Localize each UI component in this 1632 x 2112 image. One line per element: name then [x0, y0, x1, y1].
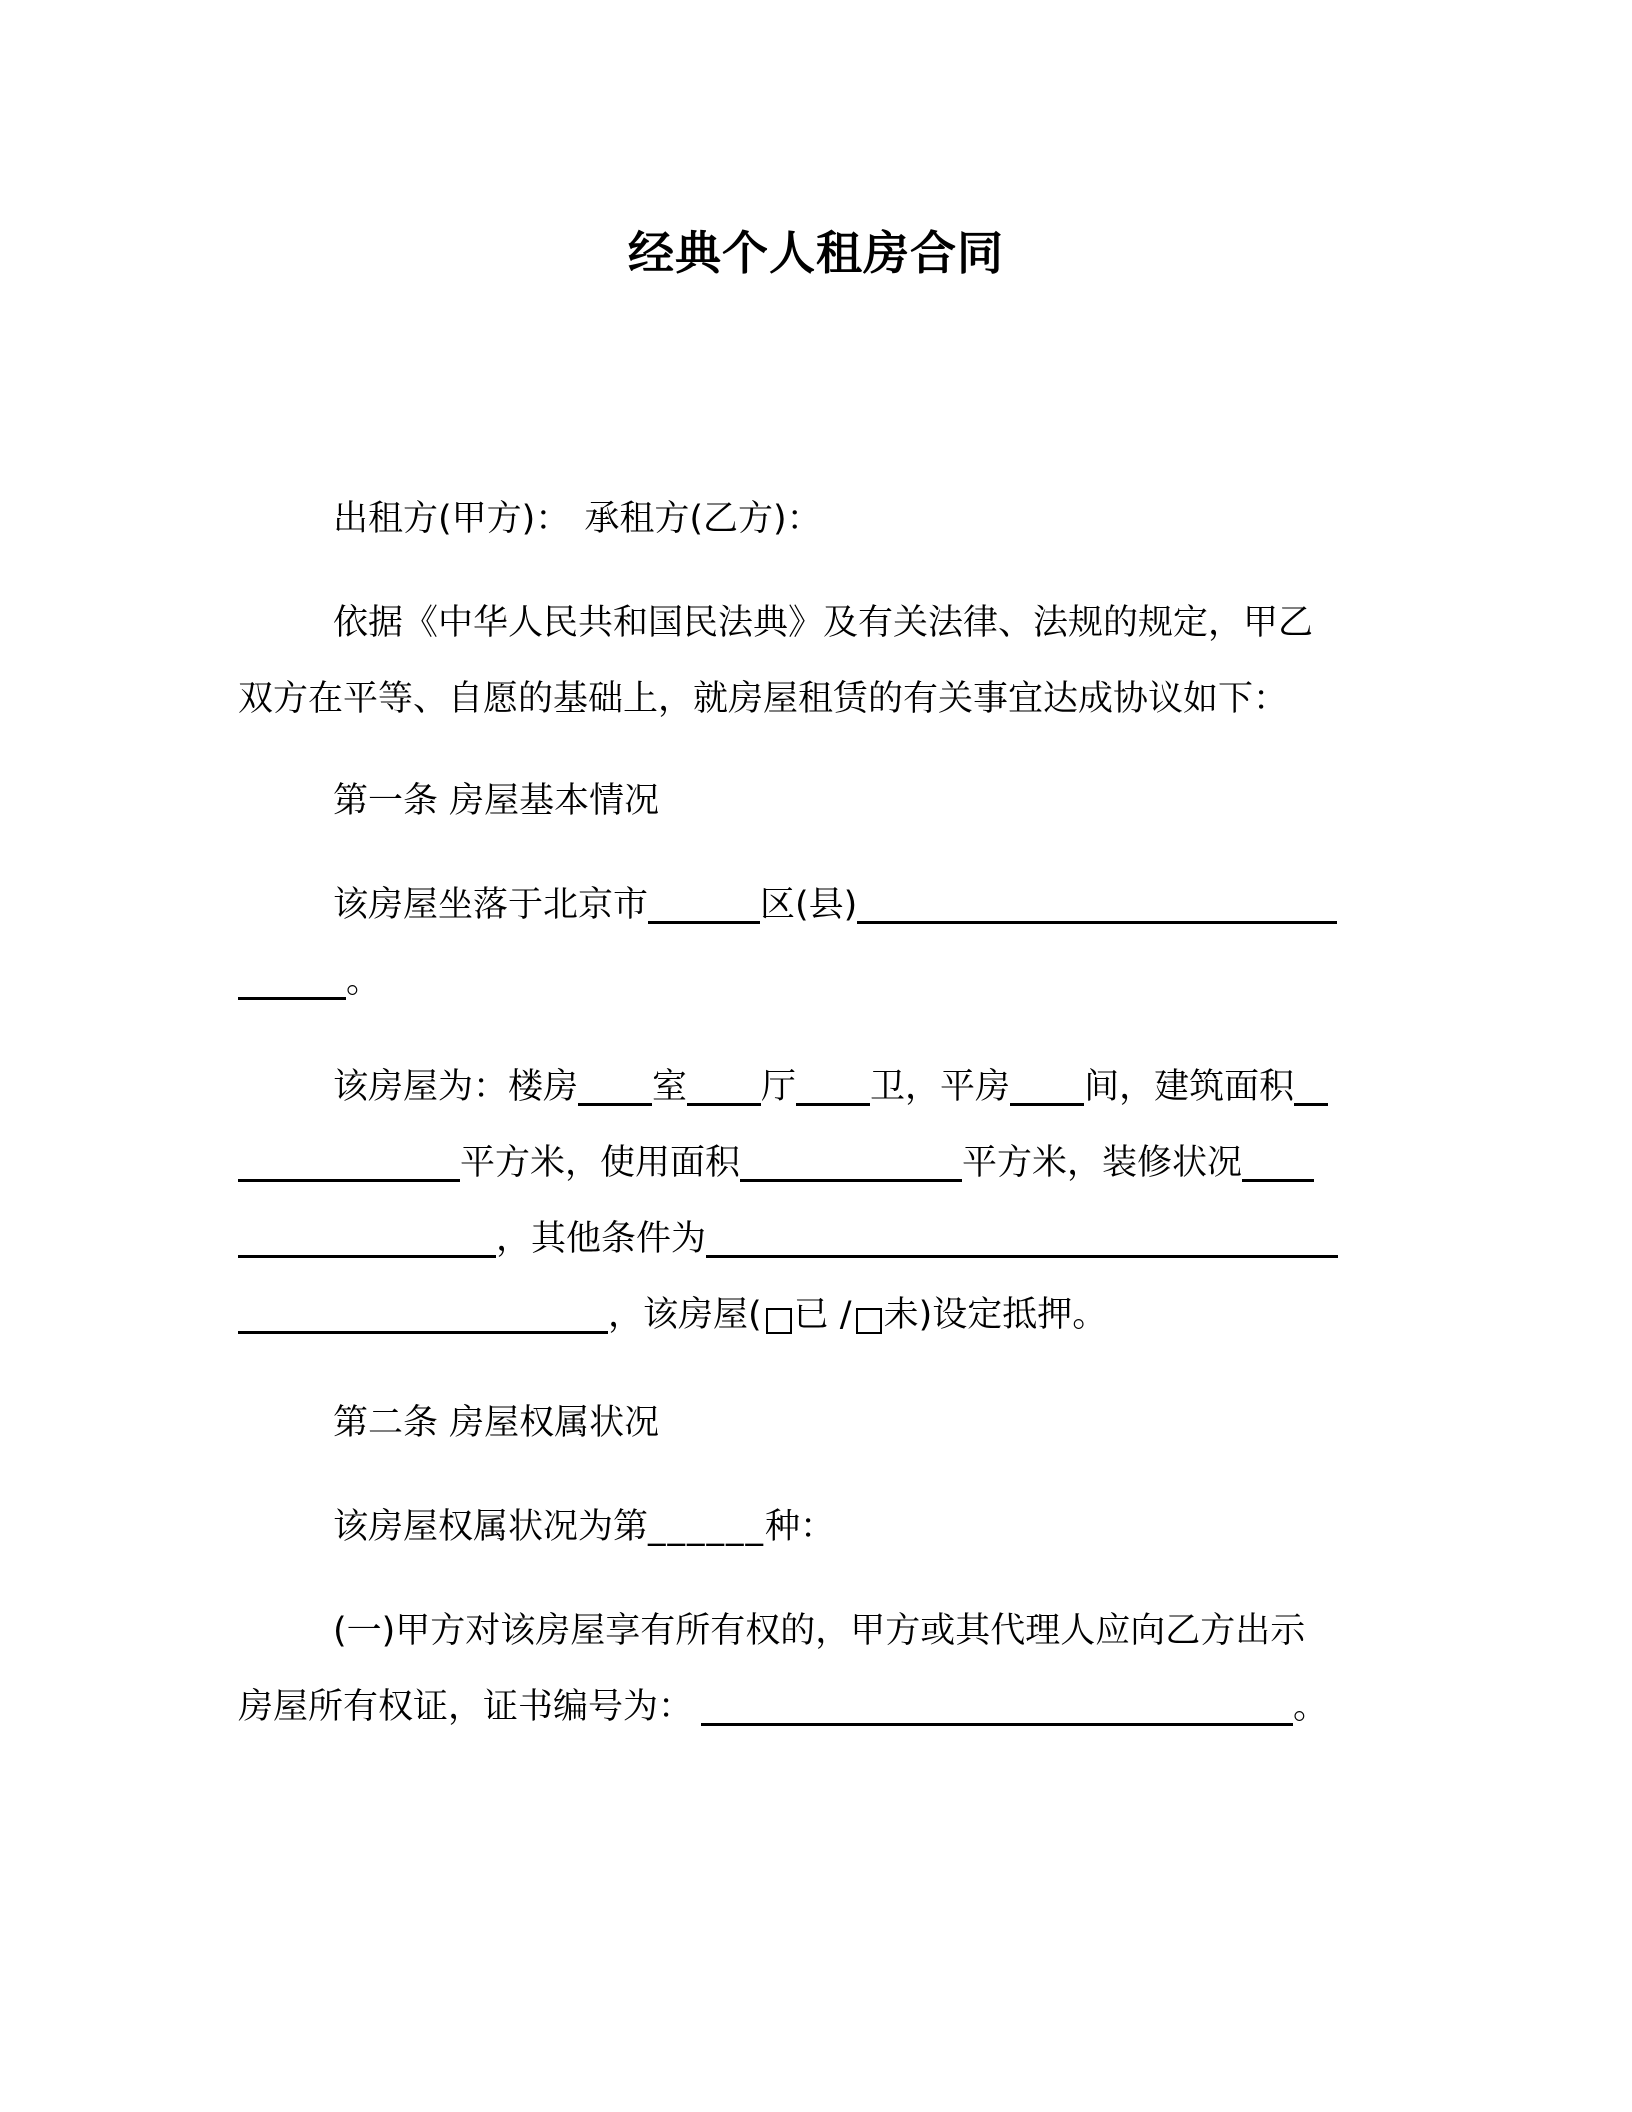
certificate-number-blank	[701, 1689, 1293, 1726]
mortgage-no-label: 未)设定抵押。	[883, 1295, 1108, 1335]
bath-label: 卫，平房	[870, 1067, 1011, 1107]
mortgage-yes-checkbox[interactable]	[766, 1308, 792, 1334]
layout-line	[333, 1062, 1328, 1112]
article-1-heading: 第一条 房屋基本情况	[333, 781, 660, 821]
preamble-line-1: 依据《中华人民共和国民法典》及有关法律、法规的规定，甲乙	[333, 603, 1314, 643]
clause-1-line-2	[238, 1682, 1328, 1732]
room-label: 室	[652, 1067, 688, 1107]
decoration-blank	[1242, 1145, 1314, 1182]
building-area-blank-continued	[238, 1145, 460, 1182]
lessee-label: 承租方(乙方)：	[584, 499, 822, 539]
preamble-line-2: 双方在平等、自愿的基础上，就房屋租赁的有关事宜达成协议如下：	[238, 679, 1289, 719]
location-line	[333, 880, 1337, 930]
status-prefix: 该房屋权属状况为第	[333, 1507, 649, 1547]
parties-line	[333, 494, 822, 544]
location-end: 。	[346, 961, 382, 1001]
certificate-end: 。	[1293, 1687, 1329, 1727]
conditions-line	[238, 1214, 1338, 1264]
rooms-label: 间，建筑面积	[1084, 1067, 1295, 1107]
area-line	[238, 1138, 1314, 1188]
document-title: 经典个人租房合同	[628, 226, 1004, 280]
layout-prefix: 该房屋为：楼房	[333, 1067, 579, 1107]
address-blank	[857, 887, 1337, 924]
lessor-label: 出租方(甲方)：	[333, 499, 571, 539]
location-prefix: 该房屋坐落于北京市	[333, 885, 649, 925]
mortgage-no-checkbox[interactable]	[856, 1308, 882, 1334]
bungalow-rooms-blank	[1010, 1069, 1084, 1106]
other-conditions-label: ，其他条件为	[496, 1219, 707, 1259]
location-line-2	[238, 956, 381, 1006]
article-2-heading: 第二条 房屋权属状况	[333, 1403, 660, 1443]
bath-count-blank	[796, 1069, 870, 1106]
decoration-blank-continued	[238, 1221, 496, 1258]
mortgage-prefix: ，该房屋(	[608, 1295, 762, 1335]
hall-count-blank	[687, 1069, 761, 1106]
sqm-label-1: 平方米，使用面积	[460, 1143, 741, 1183]
room-count-blank	[578, 1069, 652, 1106]
status-suffix: 种：	[765, 1507, 836, 1547]
other-conditions-blank	[706, 1221, 1338, 1258]
mortgage-line	[238, 1290, 1107, 1340]
other-conditions-blank-continued	[238, 1297, 608, 1334]
sqm-label-2: 平方米，装修状况	[962, 1143, 1243, 1183]
address-blank-continued	[238, 963, 346, 1000]
ownership-status-line	[333, 1502, 835, 1552]
mortgage-yes-label: 已 /	[793, 1295, 852, 1335]
hall-label: 厅	[761, 1067, 797, 1107]
status-blank: ______	[648, 1507, 766, 1547]
district-blank	[648, 887, 760, 924]
district-label: 区(县)	[760, 885, 858, 925]
usable-area-blank	[740, 1145, 962, 1182]
certificate-label: 房屋所有权证，证书编号为：	[238, 1687, 694, 1727]
building-area-blank	[1294, 1069, 1328, 1106]
clause-1-line-1: (一)甲方对该房屋享有所有权的，甲方或其代理人应向乙方出示	[333, 1611, 1306, 1651]
